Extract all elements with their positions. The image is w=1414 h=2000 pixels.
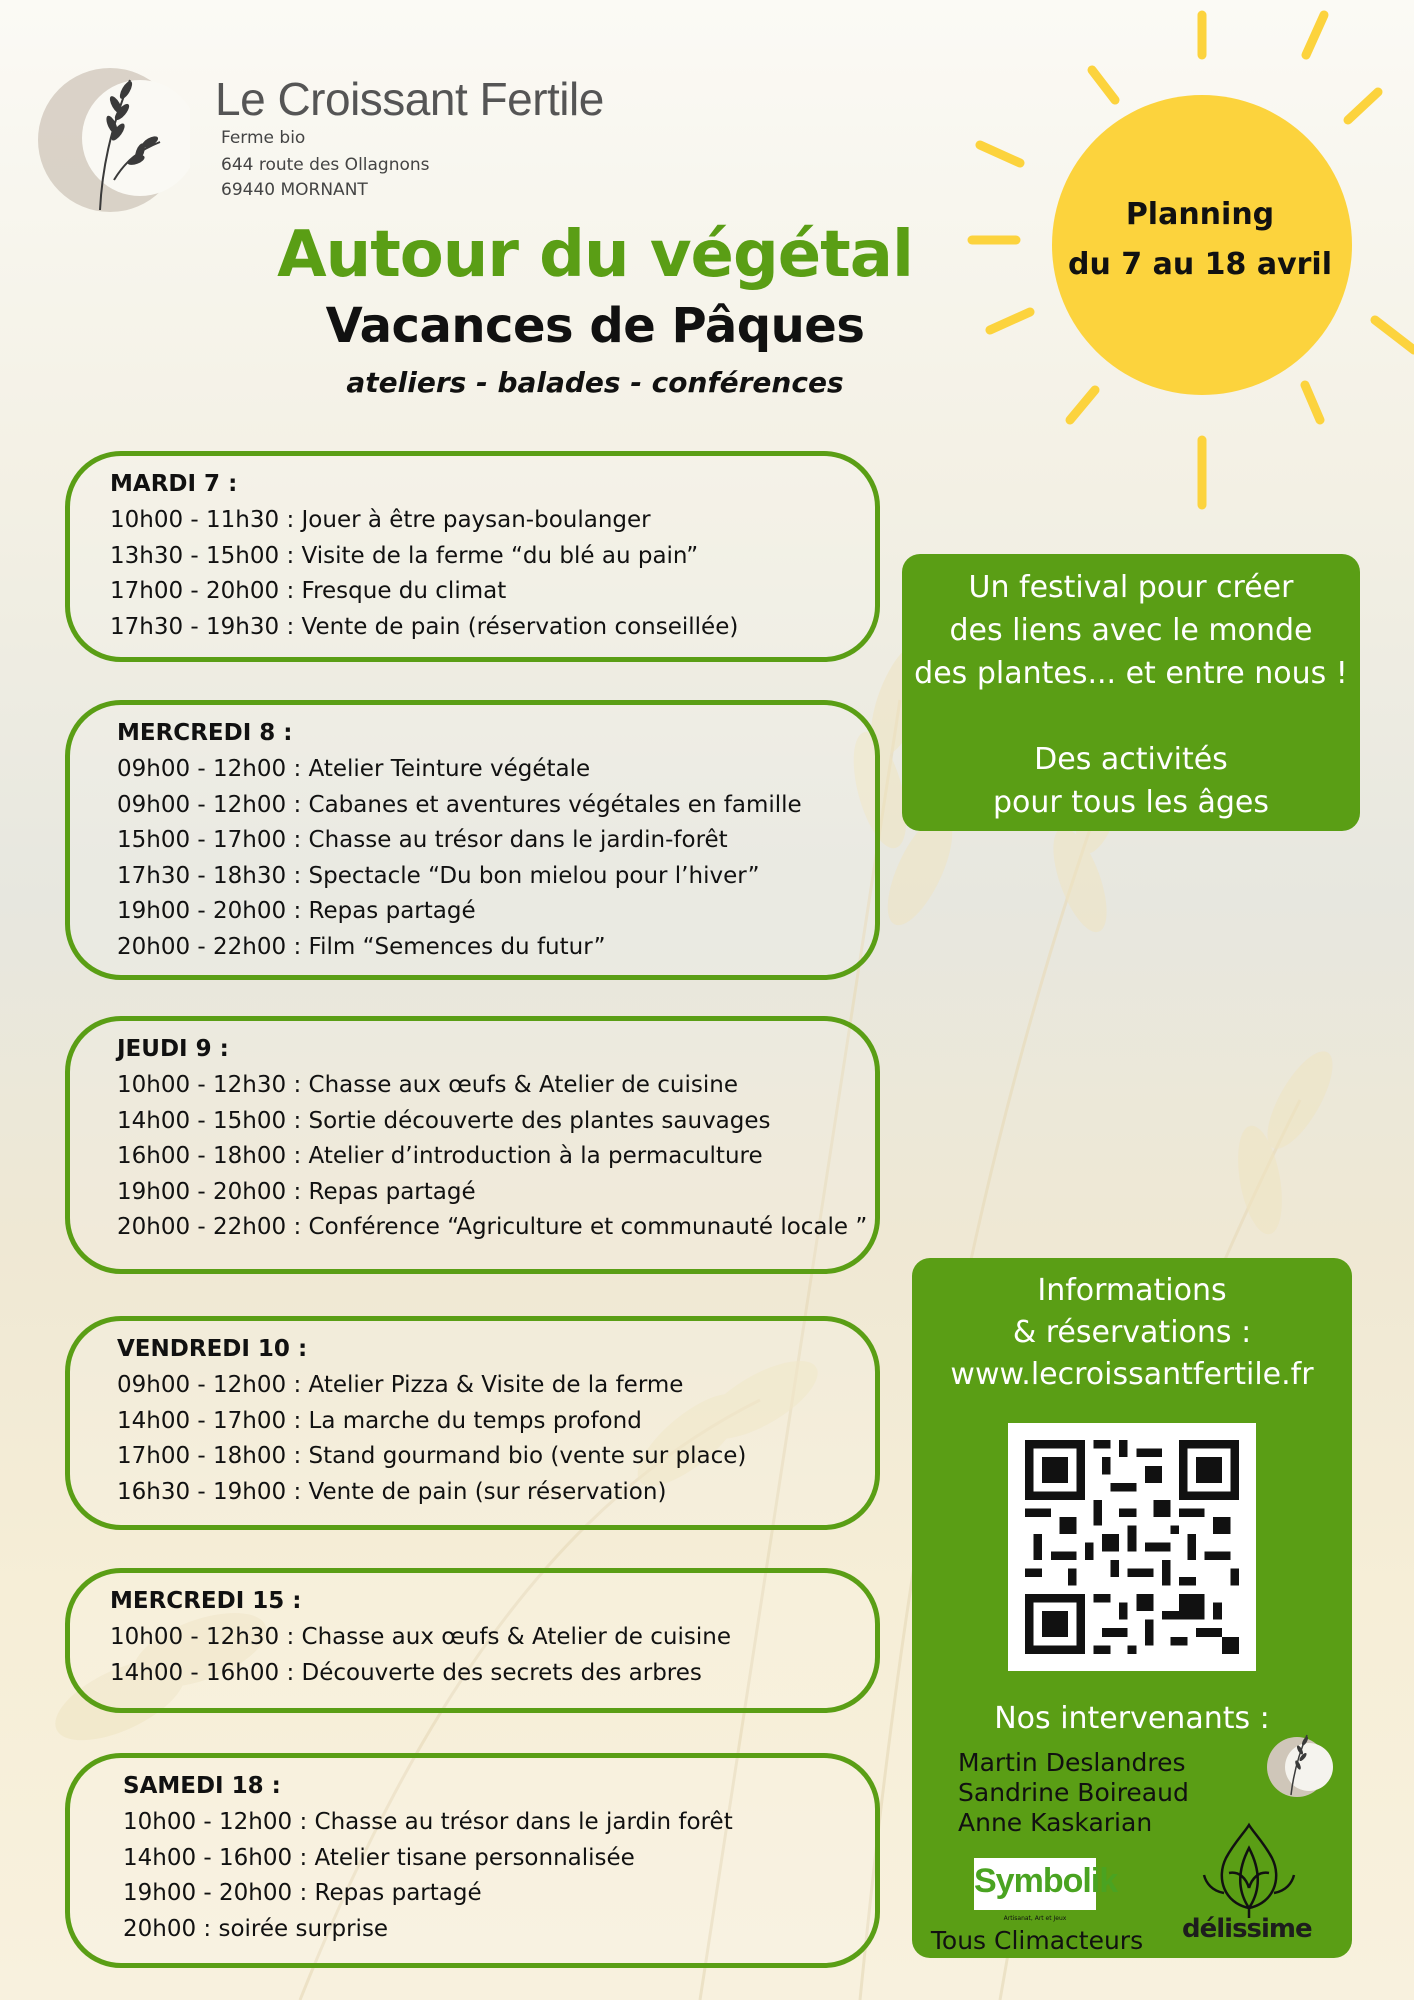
intervenant-name: Martin Deslandres bbox=[958, 1748, 1186, 1777]
schedule-event: 14h00 - 17h00 : La marche du temps profond bbox=[117, 1407, 642, 1434]
schedule-event: 15h00 - 17h00 : Chasse au trésor dans le jardin-forêt bbox=[117, 827, 728, 854]
brand-subtitle: Ferme bio bbox=[221, 128, 306, 148]
schedule-event: 13h30 - 15h00 : Visite de la ferme “du blé au pain” bbox=[110, 542, 699, 569]
schedule-event: 09h00 - 12h00 : Atelier Teinture végétale bbox=[117, 756, 591, 782]
intervenants-title: Nos intervenants : bbox=[994, 1701, 1270, 1736]
schedule-event: 17h30 - 19h30 : Vente de pain (réservation conseillée) bbox=[110, 613, 739, 640]
day-box-vendredi-10 bbox=[65, 1316, 880, 1530]
day-box-mercredi-15 bbox=[65, 1568, 880, 1713]
delissime-logo: délissime bbox=[1182, 1914, 1312, 1944]
day-heading: JEUDI 9 : bbox=[117, 1036, 229, 1062]
festival-spacer bbox=[902, 695, 1360, 738]
day-heading: MERCREDI 8 : bbox=[117, 720, 293, 746]
schedule-event: 19h00 - 20h00 : Repas partagé bbox=[117, 898, 476, 925]
farm-logo-small bbox=[1257, 1723, 1337, 1803]
schedule-event: 10h00 - 12h30 : Chasse aux œufs & Atelier de cuisine bbox=[110, 1624, 731, 1650]
schedule-event: 09h00 - 12h00 : Atelier Pizza & Visite de la ferme bbox=[117, 1372, 684, 1398]
festival-line5: pour tous les âges bbox=[992, 785, 1270, 820]
festival-line4: Des activités bbox=[1034, 742, 1228, 777]
title-main: Autour du végétal bbox=[277, 218, 913, 292]
schedule-event: 20h00 - 22h00 : Conférence “Agriculture et communauté locale ” bbox=[117, 1214, 868, 1241]
intervenant-name: Anne Kaskarian bbox=[958, 1808, 1153, 1837]
schedule-event: 10h00 - 12h30 : Chasse aux œufs & Atelier de cuisine bbox=[117, 1072, 738, 1098]
schedule-event: 10h00 - 12h00 : Chasse au trésor dans le jardin forêt bbox=[123, 1809, 733, 1835]
schedule-event: 17h00 - 20h00 : Fresque du climat bbox=[110, 578, 507, 605]
schedule-event: 20h00 : soirée surprise bbox=[123, 1915, 389, 1942]
festival-line2: des liens avec le monde bbox=[949, 613, 1313, 648]
schedule-event: 20h00 - 22h00 : Film “Semences du futur” bbox=[117, 933, 606, 960]
festival-box bbox=[902, 554, 1360, 831]
info-line2: & réservations : bbox=[1012, 1315, 1252, 1350]
symbolik-logo bbox=[974, 1858, 1118, 1922]
day-heading: MARDI 7 : bbox=[110, 471, 238, 497]
qr-code-image[interactable] bbox=[1008, 1423, 1256, 1671]
day-heading: VENDREDI 10 : bbox=[117, 1336, 308, 1362]
day-heading: MERCREDI 15 : bbox=[110, 1588, 302, 1614]
day-box-samedi-18 bbox=[65, 1753, 880, 1968]
festival-line3: des plantes... et entre nous ! bbox=[914, 656, 1348, 691]
brand-name: Le Croissant Fertile bbox=[215, 73, 604, 125]
schedule-event: 19h00 - 20h00 : Repas partagé bbox=[123, 1880, 482, 1907]
intervenant-name: Sandrine Boireaud bbox=[958, 1778, 1189, 1807]
brand-address-line2: 69440 MORNANT bbox=[221, 180, 368, 200]
tous-climacteurs-label: Tous Climacteurs bbox=[930, 1926, 1144, 1955]
title-sub: Vacances de Pâques bbox=[325, 298, 865, 354]
website-link[interactable]: www.lecroissantfertile.fr bbox=[950, 1357, 1314, 1392]
day-heading: SAMEDI 18 : bbox=[123, 1773, 281, 1799]
schedule-event: 10h00 - 11h30 : Jouer à être paysan-boulanger bbox=[110, 507, 651, 533]
schedule-event: 14h00 - 15h00 : Sortie découverte des plantes sauvages bbox=[117, 1107, 771, 1134]
festival-line1: Un festival pour créer bbox=[968, 570, 1294, 605]
symbolik-wordmark: Symbolik bbox=[974, 1862, 1118, 1900]
planning-line1: Planning bbox=[1125, 197, 1275, 232]
day-box-mercredi-8 bbox=[65, 700, 880, 980]
schedule-event: 09h00 - 12h00 : Cabanes et aventures végétales en famille bbox=[117, 791, 802, 818]
artichoke-icon bbox=[1194, 1813, 1304, 1923]
brand-address-line1: 644 route des Ollagnons bbox=[221, 155, 430, 175]
day-box-mardi-7 bbox=[65, 451, 880, 662]
schedule-event: 16h00 - 18h00 : Atelier d’introduction à la permaculture bbox=[117, 1143, 763, 1170]
day-box-jeudi-9 bbox=[65, 1016, 880, 1274]
farm-logo bbox=[30, 60, 190, 220]
info-box bbox=[912, 1258, 1352, 1958]
planning-line2: du 7 au 18 avril bbox=[1068, 247, 1332, 282]
schedule-event: 17h00 - 18h00 : Stand gourmand bio (vente sur place) bbox=[117, 1443, 747, 1470]
schedule-event: 17h30 - 18h30 : Spectacle “Du bon mielou pour l’hiver” bbox=[117, 862, 760, 889]
info-line1: Informations bbox=[1037, 1273, 1227, 1308]
schedule-event: 19h00 - 20h00 : Repas partagé bbox=[117, 1178, 476, 1205]
schedule-event: 14h00 - 16h00 : Atelier tisane personnalisée bbox=[123, 1844, 635, 1871]
schedule-event: 16h30 - 19h00 : Vente de pain (sur réservation) bbox=[117, 1478, 667, 1505]
title-tagline: ateliers - balades - conférences bbox=[346, 366, 844, 399]
symbolik-subtitle: Artisanat, Art et Jeux bbox=[1003, 1915, 1067, 1922]
schedule-event: 14h00 - 16h00 : Découverte des secrets des arbres bbox=[110, 1659, 702, 1686]
